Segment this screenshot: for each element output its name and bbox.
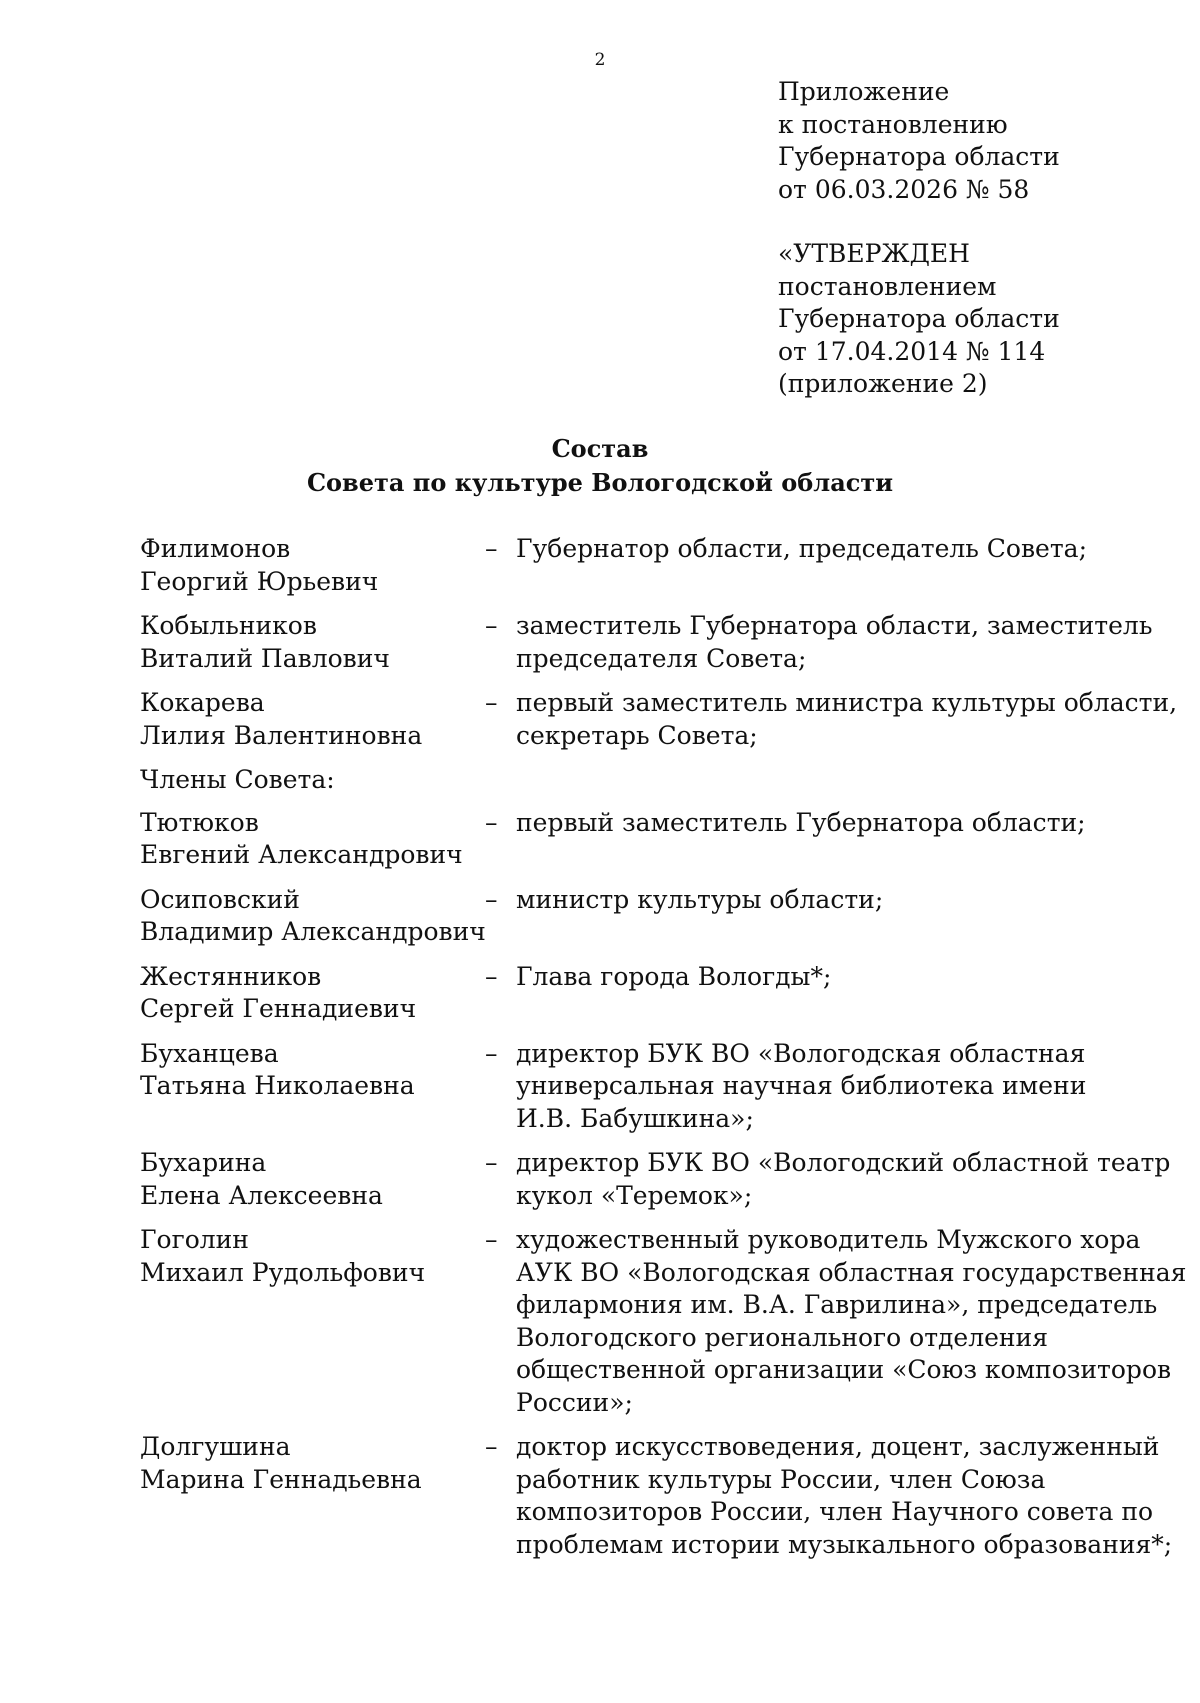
member-position-line: кукол «Теремок»; <box>516 1180 753 1210</box>
member-position-line: филармония им. В.А. Гаврилина», председатель <box>516 1290 1158 1319</box>
member-surname: Бухарина <box>140 1148 267 1177</box>
member-position-line: министр культуры области; <box>516 884 884 914</box>
member-position-line: композиторов России, член Научного совета по <box>516 1497 1154 1526</box>
member-surname: Долгушина <box>140 1432 291 1461</box>
council-member-row <box>140 884 1140 949</box>
member-position-line: первый заместитель министра культуры области, <box>516 688 1178 717</box>
title-line-1: Состав <box>551 434 649 463</box>
member-given-names: Виталий Павлович <box>140 643 390 673</box>
member-name <box>140 1431 485 1561</box>
member-name <box>140 1147 485 1212</box>
approval-line: Губернатора области <box>778 304 1060 333</box>
member-position-line: Глава города Вологды*; <box>516 961 832 991</box>
member-surname: Кобыльников <box>140 611 317 640</box>
document-title <box>0 432 1200 500</box>
member-name <box>140 1224 485 1419</box>
approval-line: постановлением <box>778 271 997 301</box>
member-name <box>140 533 485 598</box>
member-given-names: Евгений Александрович <box>140 840 463 869</box>
appendix-block <box>778 76 1060 206</box>
member-surname: Буханцева <box>140 1038 279 1068</box>
dash-separator: – <box>485 1148 498 1177</box>
dash-separator: – <box>485 1038 498 1068</box>
member-position-line: России»; <box>516 1387 633 1417</box>
appendix-line: Приложение <box>778 77 950 106</box>
dash-separator: – <box>485 534 498 563</box>
member-surname: Тютюков <box>140 807 259 837</box>
council-member-row <box>140 961 1140 1026</box>
member-surname: Осиповский <box>140 884 300 914</box>
member-given-names: Михаил Рудольфович <box>140 1257 426 1287</box>
member-given-names: Георгий Юрьевич <box>140 566 379 596</box>
member-position-line: председателя Совета; <box>516 643 807 673</box>
council-member-row <box>140 687 1178 752</box>
member-position <box>516 1147 1171 1212</box>
member-name <box>140 884 485 949</box>
member-position-line: работник культуры России, член Союза <box>516 1464 1046 1494</box>
council-member-row <box>140 1224 1187 1419</box>
member-position <box>516 610 1153 675</box>
council-member-row <box>140 610 1153 675</box>
members-list <box>140 807 1187 1562</box>
member-position-line: директор БУК ВО «Вологодский областной театр <box>516 1148 1171 1177</box>
member-position-line: доктор искусствоведения, доцент, заслуженный <box>516 1432 1160 1461</box>
leadership-list <box>140 533 1178 752</box>
member-position-line: Губернатор области, председатель Совета; <box>516 534 1088 563</box>
member-position <box>516 807 1140 872</box>
member-given-names: Марина Геннадьевна <box>140 1464 422 1494</box>
member-name <box>140 961 485 1026</box>
member-position <box>516 1224 1187 1419</box>
approval-line: от 17.04.2014 № 114 <box>778 336 1046 366</box>
approval-line: (приложение 2) <box>778 369 988 398</box>
council-member-row <box>140 807 1140 872</box>
member-position-line: И.В. Бабушкина»; <box>516 1103 754 1133</box>
page-number: 2 <box>594 50 606 70</box>
council-member-row <box>140 1431 1173 1561</box>
member-given-names: Лилия Валентиновна <box>140 720 423 750</box>
member-position <box>516 687 1178 752</box>
member-surname: Филимонов <box>140 534 291 563</box>
member-position <box>516 1038 1140 1136</box>
member-position <box>516 961 1140 1026</box>
member-name <box>140 610 485 675</box>
member-position <box>516 533 1140 598</box>
dash-separator: – <box>485 611 498 640</box>
member-given-names: Татьяна Николаевна <box>140 1071 415 1100</box>
member-position-line: первый заместитель Губернатора области; <box>516 807 1086 837</box>
dash-separator: – <box>485 961 498 991</box>
member-surname: Кокарева <box>140 688 265 717</box>
member-position-line: заместитель Губернатора области, заместитель <box>516 611 1153 640</box>
council-member-row <box>140 1147 1171 1212</box>
council-member-row <box>140 533 1140 598</box>
appendix-line: Губернатора области <box>778 142 1060 171</box>
dash-separator: – <box>485 1225 498 1254</box>
appendix-line: от 06.03.2026 № 58 <box>778 174 1030 204</box>
member-given-names: Сергей Геннадиевич <box>140 994 417 1023</box>
approval-stamp-block <box>778 238 1060 401</box>
council-composition-list <box>140 533 1187 1573</box>
member-name <box>140 687 485 752</box>
dash-separator: – <box>485 807 498 837</box>
member-given-names: Елена Алексеевна <box>140 1180 383 1210</box>
member-position-line: директор БУК ВО «Вологодская областная <box>516 1038 1086 1068</box>
dash-separator: – <box>485 1432 498 1461</box>
member-position-line: Вологодского регионального отделения <box>516 1322 1048 1352</box>
member-position <box>516 884 1140 949</box>
member-position-line: проблемам истории музыкального образования*; <box>516 1529 1173 1559</box>
dash-separator: – <box>485 884 498 914</box>
member-position <box>516 1431 1173 1561</box>
member-position-line: художественный руководитель Мужского хора <box>516 1225 1141 1254</box>
member-name <box>140 1038 485 1136</box>
member-position-line: секретарь Совета; <box>516 720 758 750</box>
title-line-2: Совета по культуре Вологодской области <box>306 468 894 497</box>
dash-separator: – <box>485 688 498 717</box>
member-position-line: общественной организации «Союз композиторов <box>516 1355 1172 1384</box>
members-section-label: Члены Совета: <box>140 765 335 794</box>
member-position-line: АУК ВО «Вологодская областная государственная <box>516 1257 1187 1287</box>
member-name <box>140 807 485 872</box>
appendix-line: к постановлению <box>778 109 1008 139</box>
council-member-row <box>140 1038 1140 1136</box>
member-given-names: Владимир Александрович <box>140 917 486 946</box>
member-position-line: универсальная научная библиотека имени <box>516 1071 1087 1100</box>
member-surname: Гоголин <box>140 1225 249 1254</box>
member-surname: Жестянников <box>140 961 322 991</box>
approval-line: «УТВЕРЖДЕН <box>778 239 970 268</box>
